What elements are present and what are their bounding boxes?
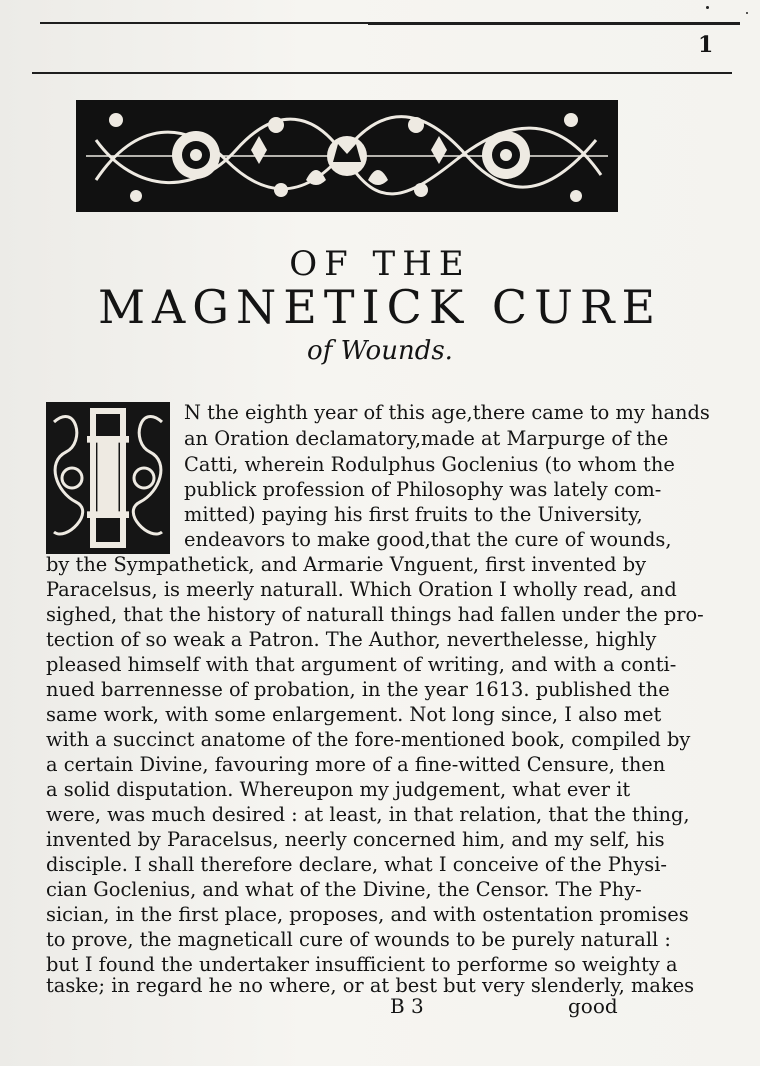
text-line: taske; in regard he no where, or at best but very slenderly, makes xyxy=(46,974,695,997)
text-line: N the eighth year of this age,there came to my hands xyxy=(184,401,710,424)
text-line: mitted) paying his first fruits to the University, xyxy=(184,503,643,526)
text-line: with a succinct anatome of the fore-mentioned book, compiled by xyxy=(46,728,691,751)
text-line: cian Goclenius, and what of the Divine, the Censor. The Phy- xyxy=(46,878,642,901)
text-line: invented by Paracelsus, neerly concerned him, and my self, his xyxy=(46,828,665,851)
text-line: a solid disputation. Whereupon my judgement, what ever it xyxy=(46,778,631,801)
title-main: MAGNETICK CURE xyxy=(97,280,663,334)
text-line: a certain Divine, favouring more of a fine-witted Censure, then xyxy=(46,753,666,776)
ornamental-initial xyxy=(46,402,170,554)
text-line: disciple. I shall therefore declare, what I conceive of the Physi- xyxy=(46,853,667,876)
drop-cap-letter: I xyxy=(81,414,135,545)
text-line: sician, in the first place, proposes, and with ostentation promises xyxy=(46,903,689,926)
text-line: to prove, the magneticall cure of wounds to be purely naturall : xyxy=(46,928,671,951)
ink-fleck xyxy=(706,6,709,9)
top-rule-thick xyxy=(368,22,740,25)
text-line: Catti, wherein Rodulphus Goclenius (to whom the xyxy=(184,453,675,476)
text-line: publick profession of Philosophy was lately com- xyxy=(184,478,662,501)
text-line: Paracelsus, is meerly naturall. Which Oration I wholly read, and xyxy=(46,578,677,601)
text-line: by the Sympathetick, and Armarie Vnguent, first invented by xyxy=(46,553,647,576)
header-rule xyxy=(32,72,732,74)
title-of-the: OF THE xyxy=(289,244,471,284)
text-line: same work, with some enlargement. Not long since, I also met xyxy=(46,703,662,726)
text-line: were, was much desired : at least, in that relation, that the thing, xyxy=(46,803,690,826)
catchword: good xyxy=(568,994,618,1018)
text-line: endeavors to make good,that the cure of wounds, xyxy=(184,528,672,551)
text-line: nued barrennesse of probation, in the year 1613. published the xyxy=(46,678,670,701)
ink-fleck xyxy=(746,12,748,14)
woodcut-headpiece-ornament xyxy=(76,100,618,212)
text-line: tection of so weak a Patron. The Author, neverthelesse, highly xyxy=(46,628,657,651)
text-line: an Oration declamatory,made at Marpurge of the xyxy=(184,427,669,450)
text-line: pleased himself with that argument of writing, and with a conti- xyxy=(46,653,677,676)
title-subtitle: of Wounds. xyxy=(307,336,453,366)
text-line: sighed, that the history of naturall things had fallen under the pro- xyxy=(46,603,704,626)
text-line: but I found the undertaker insufficient to performe so weighty a xyxy=(46,953,678,976)
signature-mark: B 3 xyxy=(390,994,424,1018)
page-number: 1 xyxy=(698,32,714,58)
